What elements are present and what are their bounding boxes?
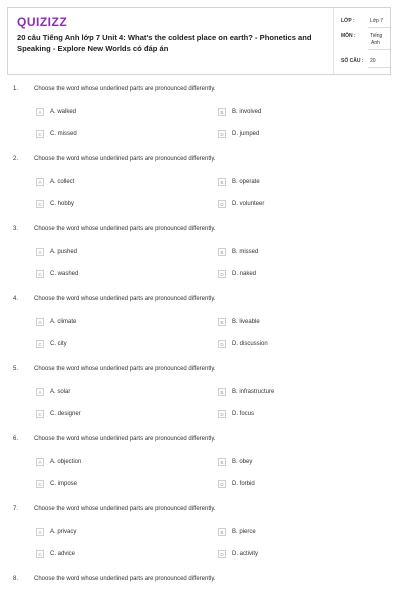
option-checkbox[interactable]: A	[36, 388, 44, 396]
option-b[interactable]	[218, 107, 261, 117]
option-label: C. advice	[50, 551, 76, 557]
option-checkbox[interactable]: D	[218, 200, 226, 208]
question-text: Choose the word whose underlined parts are pronounced differently.	[34, 86, 216, 92]
option-checkbox[interactable]: B	[218, 108, 226, 116]
option-checkbox[interactable]: C	[36, 340, 44, 348]
option-a[interactable]	[36, 387, 70, 397]
question-number: 3.	[13, 226, 19, 232]
subject-value-line2: Anh	[371, 40, 380, 46]
question-item	[0, 86, 400, 156]
option-checkbox[interactable]: D	[218, 270, 226, 278]
option-checkbox[interactable]: B	[218, 178, 226, 186]
question-number: 5.	[13, 366, 19, 372]
option-checkbox[interactable]: B	[218, 528, 226, 536]
count-label: SỐ CÂU :	[341, 58, 364, 64]
option-label: A. objection	[50, 459, 82, 465]
question-text: Choose the word whose underlined parts are pronounced differently.	[34, 156, 216, 162]
option-label: B. missed	[232, 249, 259, 255]
option-label: B. pierce	[232, 529, 256, 535]
question-text: Choose the word whose underlined parts are pronounced differently.	[34, 296, 216, 302]
option-b[interactable]	[218, 317, 260, 327]
question-item	[0, 506, 400, 576]
option-label: B. involved	[232, 109, 262, 115]
quizizz-logo[interactable]: QUIZIZZ	[17, 15, 68, 29]
option-d[interactable]	[218, 199, 264, 209]
option-label: A. pushed	[50, 249, 78, 255]
worksheet-header	[7, 7, 391, 75]
question-text: Choose the word whose underlined parts are pronounced differently.	[34, 436, 216, 442]
option-c[interactable]	[36, 199, 74, 209]
option-a[interactable]	[36, 317, 76, 327]
question-number: 2.	[13, 156, 19, 162]
option-label: D. forbid	[232, 481, 255, 487]
option-b[interactable]	[218, 387, 274, 397]
option-checkbox[interactable]: C	[36, 410, 44, 418]
option-label: A. privacy	[50, 529, 77, 535]
option-d[interactable]	[218, 269, 256, 279]
option-checkbox[interactable]: B	[218, 388, 226, 396]
option-checkbox[interactable]: D	[218, 130, 226, 138]
grade-value: Lớp 7	[370, 18, 384, 24]
option-label: B. infrastructure	[232, 389, 275, 395]
option-checkbox[interactable]: C	[36, 270, 44, 278]
option-checkbox[interactable]: A	[36, 528, 44, 536]
option-label: D. discussion	[232, 341, 268, 347]
option-checkbox[interactable]: A	[36, 248, 44, 256]
option-checkbox[interactable]: D	[218, 410, 226, 418]
option-d[interactable]	[218, 479, 255, 489]
option-d[interactable]	[218, 409, 254, 419]
option-c[interactable]	[36, 479, 77, 489]
option-checkbox[interactable]: A	[36, 318, 44, 326]
option-label: C. washed	[50, 271, 79, 277]
option-label: D. focus	[232, 411, 255, 417]
option-checkbox[interactable]: A	[36, 108, 44, 116]
option-b[interactable]	[218, 177, 260, 187]
question-text: Choose the word whose underlined parts are pronounced differently.	[34, 576, 216, 582]
option-c[interactable]	[36, 549, 75, 559]
option-a[interactable]	[36, 247, 77, 257]
option-checkbox[interactable]: C	[36, 480, 44, 488]
option-label: D. jumped	[232, 131, 260, 137]
option-checkbox[interactable]: A	[36, 178, 44, 186]
option-checkbox[interactable]: C	[36, 130, 44, 138]
option-checkbox[interactable]: C	[36, 550, 44, 558]
question-item	[0, 156, 400, 226]
option-a[interactable]	[36, 107, 76, 117]
option-c[interactable]	[36, 339, 67, 349]
option-checkbox[interactable]: C	[36, 200, 44, 208]
option-b[interactable]	[218, 457, 252, 467]
option-d[interactable]	[218, 129, 259, 139]
option-checkbox[interactable]: D	[218, 340, 226, 348]
subject-value-line1: Tiếng	[370, 33, 383, 39]
option-label: C. missed	[50, 131, 77, 137]
question-item	[0, 576, 400, 600]
option-label: D. naked	[232, 271, 257, 277]
option-label: B. operate	[232, 179, 260, 185]
option-label: D. volunteer	[232, 201, 265, 207]
option-a[interactable]	[36, 177, 74, 187]
question-text: Choose the word whose underlined parts are pronounced differently.	[34, 226, 216, 232]
question-item	[0, 366, 400, 436]
question-text: Choose the word whose underlined parts are pronounced differently.	[34, 366, 216, 372]
question-item	[0, 436, 400, 506]
option-checkbox[interactable]: B	[218, 458, 226, 466]
count-underline	[368, 67, 390, 68]
option-checkbox[interactable]: B	[218, 318, 226, 326]
option-label: B. liveable	[232, 319, 260, 325]
option-b[interactable]	[218, 247, 258, 257]
question-number: 7.	[13, 506, 19, 512]
option-b[interactable]	[218, 527, 256, 537]
count-value: 20	[370, 58, 376, 64]
option-label: A. walked	[50, 109, 77, 115]
option-d[interactable]	[218, 549, 258, 559]
question-item	[0, 226, 400, 296]
option-a[interactable]	[36, 527, 76, 537]
question-number: 8.	[13, 576, 19, 582]
grade-label: LỚP :	[341, 18, 355, 24]
option-label: B. obey	[232, 459, 253, 465]
question-number: 6.	[13, 436, 19, 442]
option-label: C. hobby	[50, 201, 75, 207]
worksheet-title: 20 câu Tiếng Anh lớp 7 Unit 4: What's the coldest place on earth? - Phonetics and Speaking - Explore New Worlds có đáp án	[17, 33, 312, 53]
option-label: C. designer	[50, 411, 81, 417]
option-a[interactable]	[36, 457, 81, 467]
option-checkbox[interactable]: D	[218, 550, 226, 558]
question-number: 4.	[13, 296, 19, 302]
option-label: C. city	[50, 341, 67, 347]
option-c[interactable]	[36, 129, 77, 139]
option-checkbox[interactable]: D	[218, 480, 226, 488]
meta-divider	[333, 8, 334, 74]
subject-label: MÔN :	[341, 33, 356, 39]
option-checkbox[interactable]: B	[218, 248, 226, 256]
option-label: A. collect	[50, 179, 75, 185]
option-label: A. solar	[50, 389, 71, 395]
grade-underline	[368, 27, 390, 28]
option-label: A. climate	[50, 319, 77, 325]
option-c[interactable]	[36, 409, 81, 419]
question-text: Choose the word whose underlined parts are pronounced differently.	[34, 506, 216, 512]
question-number: 1.	[13, 86, 19, 92]
option-d[interactable]	[218, 339, 268, 349]
question-item	[0, 296, 400, 366]
option-c[interactable]	[36, 269, 78, 279]
option-label: D. activity	[232, 551, 259, 557]
subject-underline	[368, 49, 390, 50]
option-label: C. impose	[50, 481, 78, 487]
option-checkbox[interactable]: A	[36, 458, 44, 466]
